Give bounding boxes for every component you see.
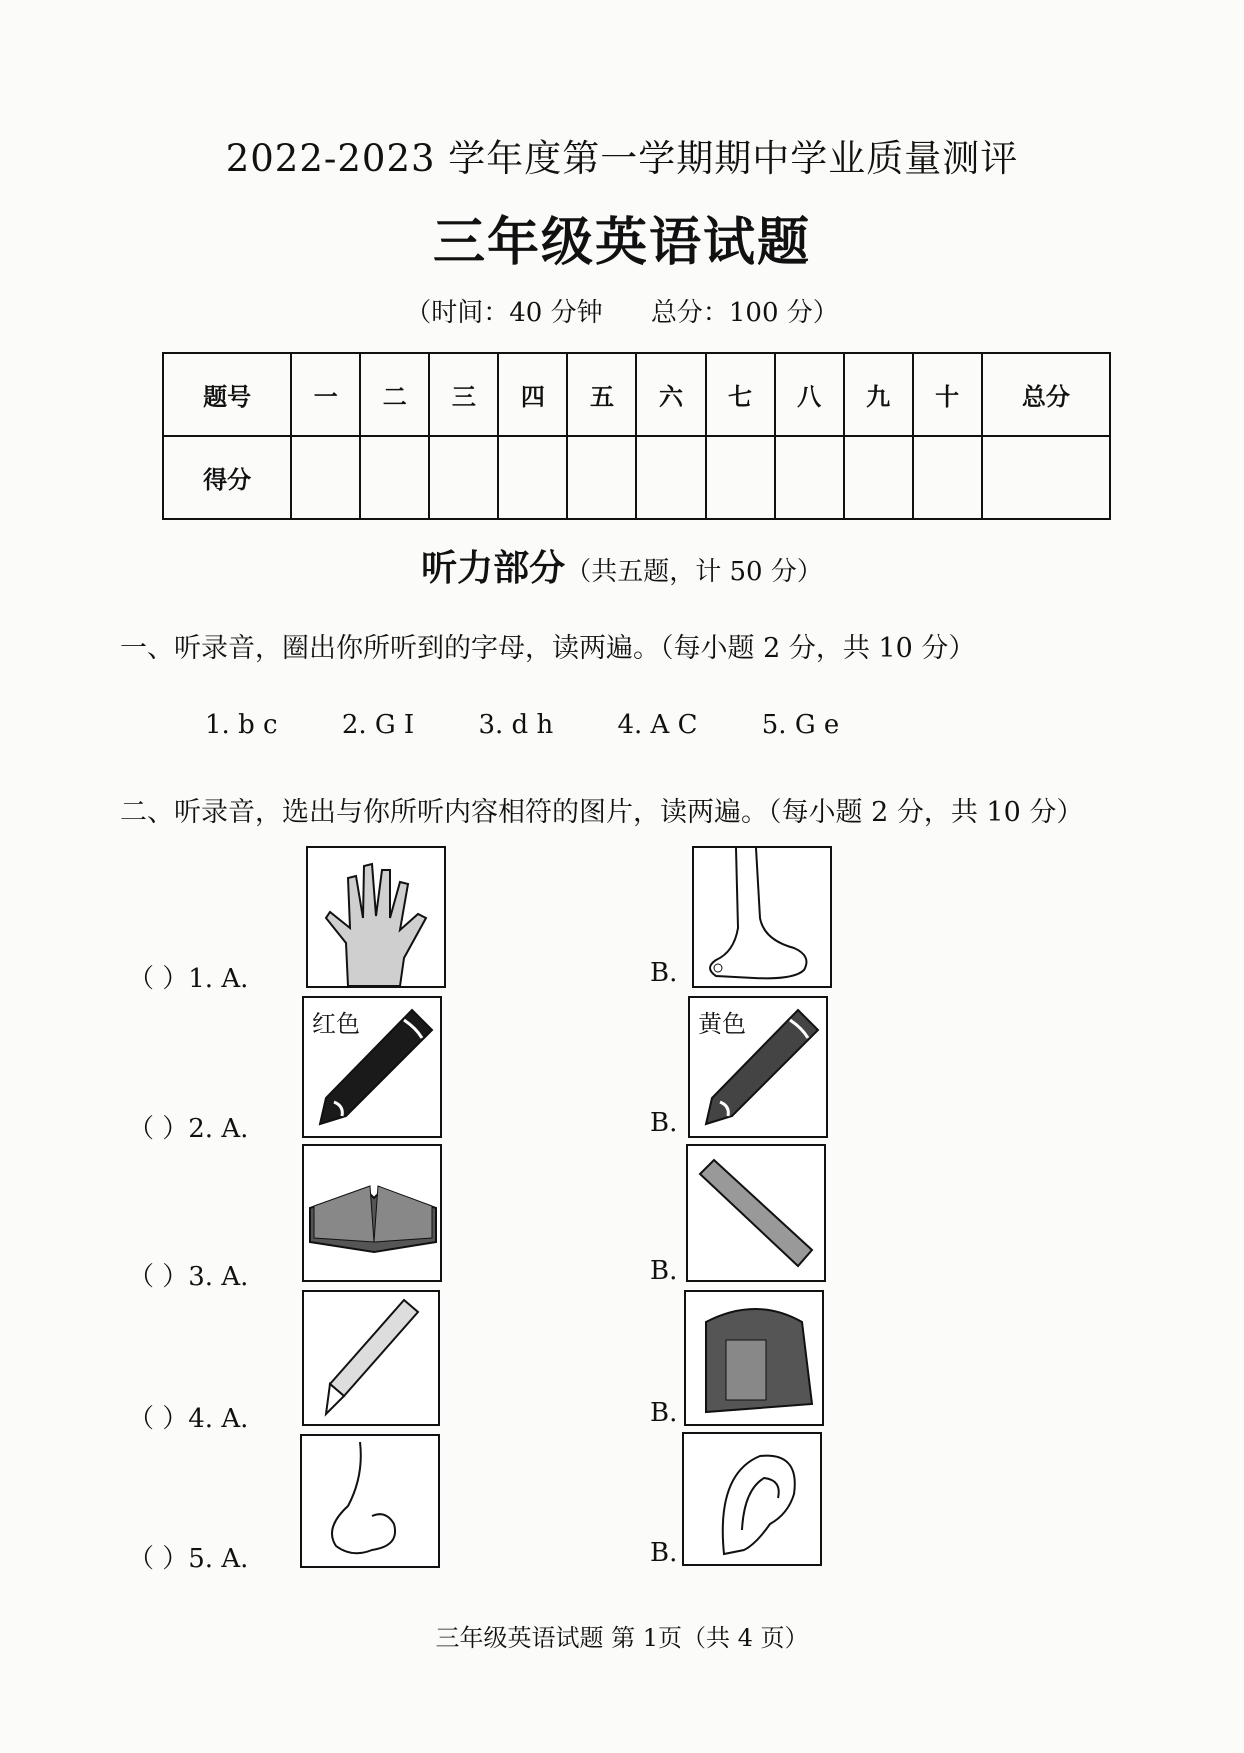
question-1-heading: 一、听录音，圈出你所听到的字母，读两遍。（每小题 2 分，共 10 分） [120, 633, 976, 664]
listening-section-title [0, 540, 1244, 591]
option-b-label-5: B. [650, 1538, 678, 1568]
score-cell-header: 题号 [163, 353, 291, 436]
nose-drawing [302, 1436, 438, 1566]
exam-term: 2022-2023 学年度第一学期期中学业质量测评 [225, 137, 1019, 180]
answer-blank-1[interactable]: （ ）1. A. [128, 964, 249, 994]
score-cell-blank[interactable] [291, 436, 360, 519]
score-cell-header: 总分 [982, 353, 1110, 436]
ruler-drawing [688, 1146, 824, 1280]
ruler-icon[interactable] [686, 1144, 826, 1282]
option-b-label-4: B. [650, 1398, 678, 1428]
hand-icon[interactable] [306, 846, 446, 988]
score-cell-header: 八 [775, 353, 844, 436]
score-cell-blank[interactable] [775, 436, 844, 519]
option-b-label-2: B. [650, 1108, 678, 1138]
score-cell-header: 十 [913, 353, 982, 436]
letter-pair-2[interactable]: 2. G I [341, 710, 415, 740]
option-b-label-3: B. [650, 1256, 678, 1286]
foot-icon[interactable] [692, 846, 832, 988]
score-cell-blank[interactable] [913, 436, 982, 519]
listening-title: 听力部分 [421, 547, 566, 589]
answer-blank-4[interactable]: （ ）4. A. [128, 1404, 249, 1434]
crayon-color-label-yellow: 黄色 [698, 1010, 746, 1038]
exam-info [0, 292, 1244, 329]
answer-blank-3[interactable]: （ ）3. A. [128, 1262, 249, 1292]
letter-pair-1[interactable]: 1. b c [205, 710, 278, 740]
score-table-header-row [163, 353, 1110, 436]
score-cell-blank[interactable] [706, 436, 775, 519]
score-cell-blank[interactable] [567, 436, 636, 519]
crayon-color-label-red: 红色 [312, 1010, 360, 1038]
question-2-heading: 二、听录音，选出与你所听内容相符的图片，读两遍。（每小题 2 分，共 10 分） [120, 797, 1084, 828]
letter-pair-4[interactable]: 4. A C [617, 710, 698, 740]
score-cell-header: 三 [429, 353, 498, 436]
page-footer: 三年级英语试题 第 1页（共 4 页） [435, 1624, 809, 1652]
score-cell-blank[interactable] [360, 436, 429, 519]
score-cell-blank[interactable] [982, 436, 1110, 519]
pencil-drawing [304, 1292, 438, 1424]
score-cell-blank[interactable] [636, 436, 705, 519]
bag-drawing [686, 1292, 822, 1424]
hand-drawing [308, 848, 444, 986]
answer-blank-5[interactable]: （ ）5. A. [128, 1544, 249, 1574]
score-cell-header: 五 [567, 353, 636, 436]
crayon-icon[interactable] [302, 996, 442, 1138]
question-1-items [205, 710, 895, 740]
score-row-label: 得分 [163, 436, 291, 519]
score-table [162, 352, 1111, 520]
score-cell-header: 六 [636, 353, 705, 436]
listening-note: （共五题，计 50 分） [565, 557, 823, 587]
exam-title: 三年级英语试题 [432, 212, 811, 273]
ear-icon[interactable] [682, 1432, 822, 1566]
ear-drawing [684, 1434, 820, 1564]
book-icon[interactable] [302, 1144, 442, 1282]
nose-icon[interactable] [300, 1434, 440, 1568]
pencil-icon[interactable] [302, 1290, 440, 1426]
answer-blank-2[interactable]: （ ）2. A. [128, 1114, 249, 1144]
score-cell-header: 一 [291, 353, 360, 436]
score-cell-header: 七 [706, 353, 775, 436]
score-cell-header: 二 [360, 353, 429, 436]
crayon-icon[interactable] [688, 996, 828, 1138]
letter-pair-3[interactable]: 3. d h [478, 710, 554, 740]
exam-total: 总分：100 分） [650, 298, 839, 328]
foot-drawing [694, 848, 830, 986]
bag-icon[interactable] [684, 1290, 824, 1426]
score-cell-header: 四 [498, 353, 567, 436]
score-table-score-row [163, 436, 1110, 519]
score-cell-blank[interactable] [844, 436, 913, 519]
book-drawing [304, 1146, 440, 1280]
exam-time: （时间：40 分钟 [405, 298, 603, 328]
score-cell-blank[interactable] [498, 436, 567, 519]
option-b-label-1: B. [650, 958, 678, 988]
score-cell-header: 九 [844, 353, 913, 436]
score-cell-blank[interactable] [429, 436, 498, 519]
letter-pair-5[interactable]: 5. G e [761, 710, 840, 740]
